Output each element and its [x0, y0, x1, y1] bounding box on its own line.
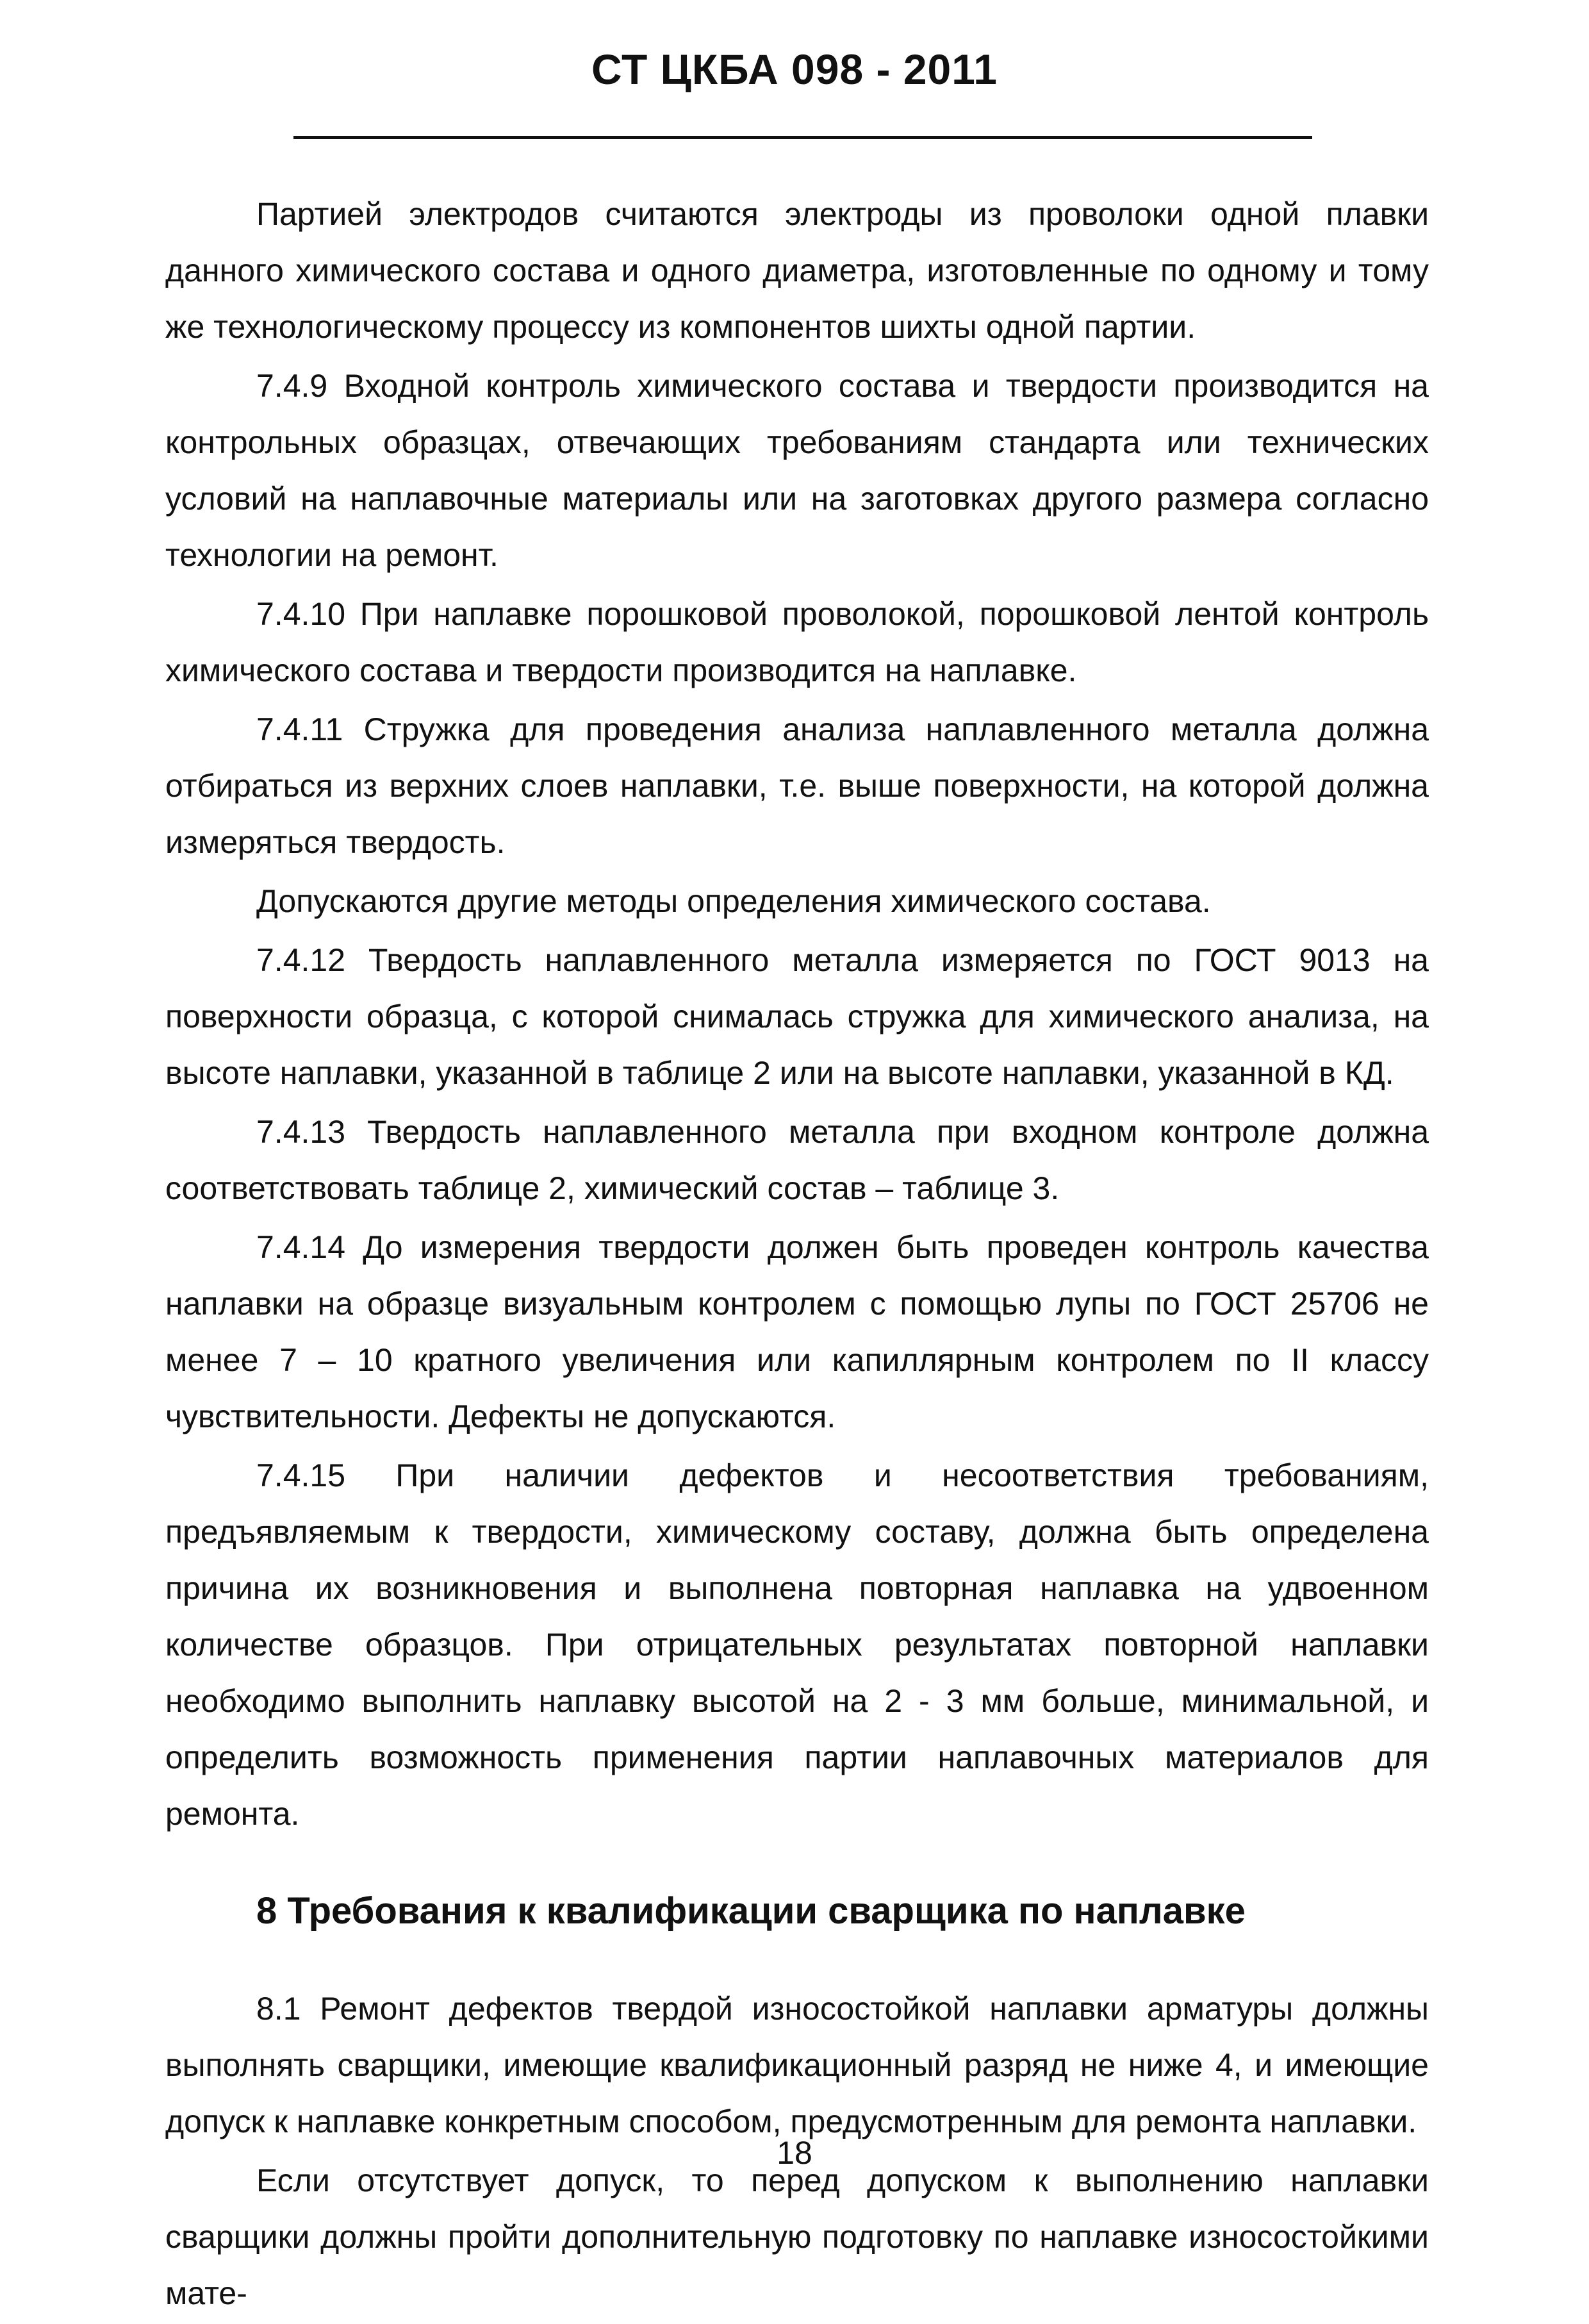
paragraph-no-admission: Если отсутствует допуск, то перед допуском к выполнению наплавки сварщики должны пройти дополнительную подготовку по наплавке износостойкими мате- — [165, 2162, 1429, 2311]
paragraph-7-4-9: 7.4.9 Входной контроль химического состава и твердости производится на контрольных образцах, отвечающих требованиям стандарта или технических условий на наплавочные материалы или на заготовках другого размера согласно технологии на ремонт. — [165, 368, 1429, 573]
page-number: 18 — [777, 2135, 812, 2171]
paragraph-7-4-12: 7.4.12 Твердость наплавленного металла измеряется по ГОСТ 9013 на поверхности образца, с которой снималась стружка для химического анализа, на высоте наплавки, указанной в таблице 2 или на высоте наплавки, указанной в КД. — [165, 942, 1429, 1091]
paragraph-7-4-14: 7.4.14 До измерения твердости должен быть проведен контроль качества наплавки на образце визуальным контролем с помощью лупы по ГОСТ 25706 не менее 7 – 10 кратного увеличения или капиллярным контролем по II классу чувствительности. Дефекты не допускаются. — [165, 1229, 1429, 1434]
header-divider — [293, 136, 1312, 139]
paragraph-7-4-11: 7.4.11 Стружка для проведения анализа наплавленного металла должна отбираться из верхних слоев наплавки, т.е. выше поверхности, на которой должна измеряться твердость. — [165, 711, 1429, 860]
paragraph-7-4-10: 7.4.10 При наплавке порошковой проволокой, порошковой лентой контроль химического состава и твердости производится на наплавке. — [165, 596, 1429, 688]
document-body — [165, 186, 1429, 2324]
paragraph-8-1: 8.1 Ремонт дефектов твердой износостойкой наплавки арматуры должны выполнять сварщики, имеющие квалификационный разряд не ниже 4, и имеющие допуск к наплавке конкретным способом, предусмотренным для ремонта наплавки. — [165, 1991, 1429, 2139]
document-header-title: СТ ЦКБА 098 - 2011 — [591, 46, 998, 93]
paragraph-electrode-batch: Партией электродов считаются электроды из проволоки одной плавки данного химического состава и одного диаметра, изготовленные по одному и тому же технологическому процессу из компонентов шихты одной партии. — [165, 196, 1429, 345]
paragraph-7-4-15: 7.4.15 При наличии дефектов и несоответствия требованиям, предъявляемым к твердости, химическому составу, должна быть определена причина их возникновения и выполнена повторная наплавка на удвоенном количестве образцов. При отрицательных результатах повторной наплавки необходимо выполнить наплавку высотой на 2 - 3 мм больше, минимальной, и определить возможность применения партии наплавочных материалов для ремонта. — [165, 1457, 1429, 1832]
paragraph-7-4-13: 7.4.13 Твердость наплавленного металла при входном контроле должна соответствовать таблице 2, химический состав – таблице 3. — [165, 1114, 1429, 1206]
paragraph-other-methods: Допускаются другие методы определения химического состава. — [256, 883, 1211, 919]
section-8-title: 8 Требования к квалификации сварщика по наплавке — [256, 1890, 1246, 1932]
